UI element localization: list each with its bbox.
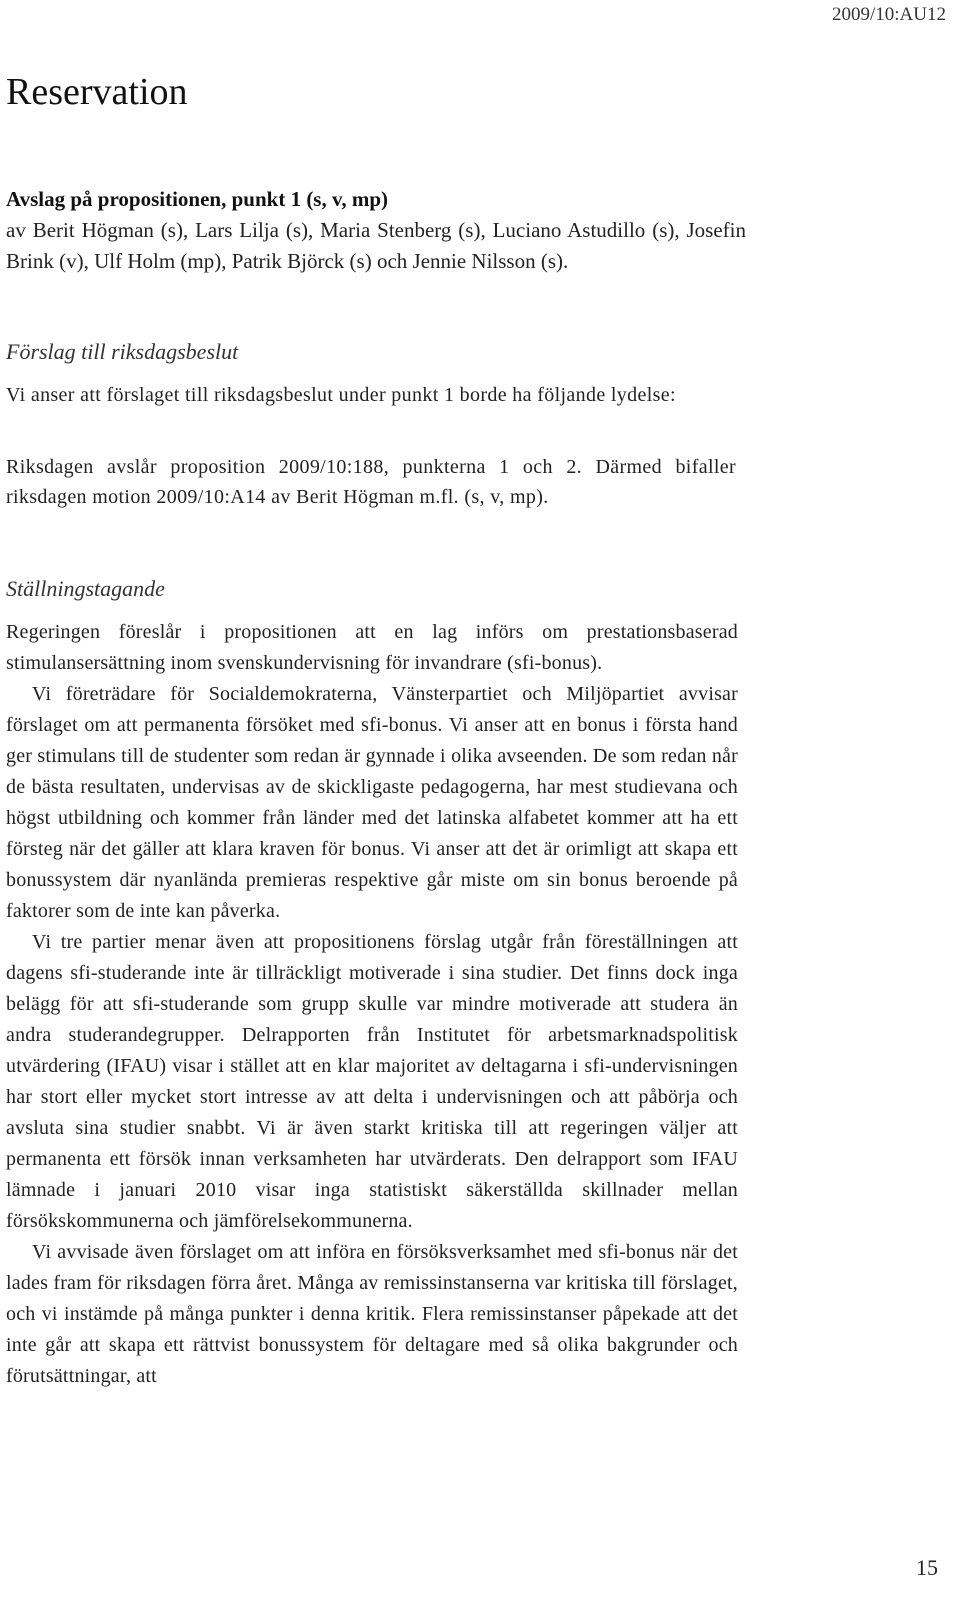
position-heading: Ställningstagande bbox=[6, 576, 165, 601]
document-code: 2009/10:AU12 bbox=[832, 4, 946, 25]
proposal-heading: Förslag till riksdagsbeslut bbox=[6, 339, 239, 364]
proposal-intro: Vi anser att förslaget till riksdagsbeslut under punkt 1 borde ha följande lydelse: bbox=[6, 384, 676, 406]
position-paragraph-3: Vi tre partier menar även att propositionens förslag utgår från föreställningen att dagens sfi-studerande inte är tillräckligt motiverade i sina studier. Det finns dock inga belägg för att sfi-studerande som grupp skulle var mindre motiverade att studera än andra studerandegrupper. Delrapporten från Institutet för arbetsmarknadspolitisk utvärdering (IFAU) visar i stället att en klar majoritet av deltagarna i sfi-undervisningen har stort eller mycket stort intresse av att delta i undervisningen och att påbörja och avsluta sina studier snabbt. Vi är även starkt kritiska till att regeringen väljer att permanenta ett försök innan verksamheten har utvärderats. Den delrapport som IFAU lämnade i januari 2010 visar inga statistiskt säkerställda skillnader mellan försökskommunerna och jämförelsekommunerna. bbox=[6, 931, 738, 1232]
position-paragraph-1: Regeringen föreslår i propositionen att en lag införs om prestationsbaserad stimulansersättning inom svenskundervisning för invandrare (sfi-bonus). bbox=[6, 621, 738, 674]
page-title: Reservation bbox=[6, 71, 188, 113]
page-number: 15 bbox=[916, 1555, 938, 1580]
reservation-block bbox=[6, 184, 746, 277]
reservation-heading: Avslag på propositionen, punkt 1 (s, v, mp) bbox=[6, 187, 388, 211]
position-paragraph-2: Vi företrädare för Socialdemokraterna, Vänsterpartiet och Miljöpartiet avvisar förslaget om att permanenta försöket med sfi-bonus. Vi anser att en bonus i första hand ger stimulans till de studenter som redan är gynnade i olika avseenden. De som redan når de bästa resultaten, undervisas av de skickligaste pedagogerna, har mest studievana och högst utbildning och kommer från länder med det latinska alfabetet kommer att ha ett försteg när det gäller att klara kraven för bonus. Vi anser att det är orimligt att skapa ett bonussystem där nyanlända premieras respektive går miste om sin bonus beroende på faktorer som de inte kan påverka. bbox=[6, 683, 738, 922]
position-paragraph-4: Vi avvisade även förslaget om att införa en försöksverksamhet med sfi-bonus när det lades fram för riksdagen förra året. Många av remissinstanserna var kritiska till förslaget, och vi instämde på många punkter i denna kritik. Flera remissinstanser påpekade att det inte går att skapa ett rättvist bonussystem för deltagare med så olika bakgrunder och förutsättningar, att bbox=[6, 1241, 738, 1387]
proposal-decision-text: Riksdagen avslår proposition 2009/10:188, punkterna 1 och 2. Därmed bifaller riksdagen motion 2009/10:A14 av Berit Högman m.fl. (s, v, mp). bbox=[6, 456, 736, 508]
proposal-decision bbox=[6, 452, 736, 512]
position-body bbox=[6, 617, 738, 1392]
reservation-authors: av Berit Högman (s), Lars Lilja (s), Maria Stenberg (s), Luciano Astudillo (s), Josefin Brink (v), Ulf Holm (mp), Patrik Björck (s) och Jennie Nilsson (s). bbox=[6, 218, 746, 273]
